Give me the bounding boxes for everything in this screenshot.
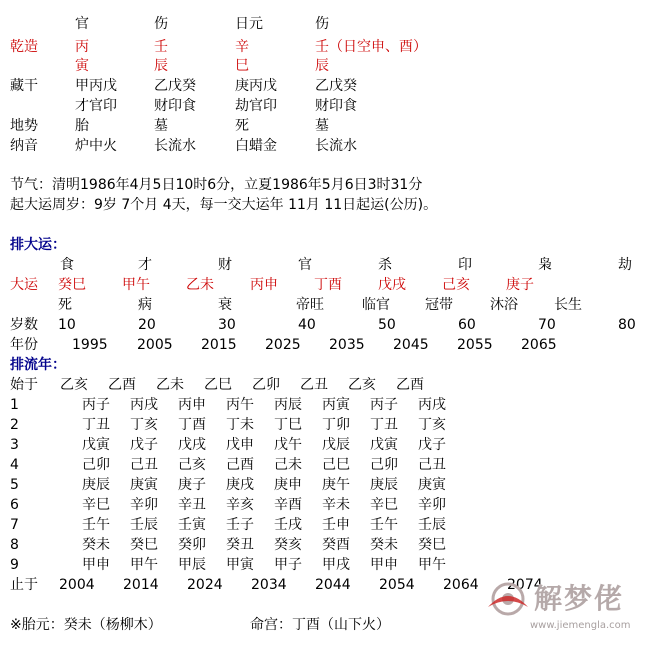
liunian-cell: 己丑 <box>418 457 446 473</box>
dayun-state: 死 <box>58 297 72 313</box>
dayun-pillar: 庚子 <box>506 277 534 293</box>
liunian-row-number: 1 <box>10 397 19 413</box>
dayun-god: 劫 <box>618 257 632 273</box>
liunian-end: 2064 <box>443 577 479 593</box>
dayun-pillar: 丙申 <box>250 277 278 293</box>
dayun-year: 2015 <box>201 337 237 353</box>
dayun-state: 长生 <box>554 297 582 313</box>
hidden-gods-hour: 财印食 <box>315 98 357 114</box>
liunian-cell: 癸巳 <box>130 537 158 553</box>
stem-year: 丙 <box>75 39 89 55</box>
liunian-end: 2054 <box>379 577 415 593</box>
dayun-god: 印 <box>458 257 472 273</box>
liunian-cell: 丙辰 <box>274 397 302 413</box>
liunian-row-number: 8 <box>10 537 19 553</box>
liunian-cell: 癸未 <box>370 537 398 553</box>
liunian-cell: 壬午 <box>370 517 398 533</box>
liunian-row-number: 6 <box>10 497 19 513</box>
liunian-start: 乙亥 <box>348 377 376 393</box>
hidden-gods-month: 财印食 <box>154 98 196 114</box>
liunian-end: 2074 <box>507 577 543 593</box>
branch-hour: 辰 <box>315 58 329 74</box>
dayun-pillar: 乙未 <box>186 277 214 293</box>
liunian-cell: 辛巳 <box>82 497 110 513</box>
end-label: 止于 <box>10 577 38 593</box>
liunian-end: 2014 <box>123 577 159 593</box>
dayun-state: 临官 <box>362 297 390 313</box>
jieqi-line: 节气：清明1986年4月5日10时6分，立夏1986年5月6日3时31分 <box>10 177 423 193</box>
liunian-cell: 己巳 <box>322 457 350 473</box>
dayun-pillar: 丁酉 <box>314 277 342 293</box>
nayin-hour: 长流水 <box>315 138 357 154</box>
dayun-age: 40 <box>298 317 316 333</box>
liunian-cell: 丁亥 <box>418 417 446 433</box>
liunian-end: 2024 <box>187 577 223 593</box>
dayun-year: 2065 <box>521 337 557 353</box>
dayun-age: 50 <box>378 317 396 333</box>
liunian-cell: 壬戌 <box>274 517 302 533</box>
dayun-age: 70 <box>538 317 556 333</box>
liunian-cell: 丙子 <box>370 397 398 413</box>
dayun-state: 衰 <box>218 297 232 313</box>
liunian-cell: 丁丑 <box>82 417 110 433</box>
hidden-stems-hour: 乙戊癸 <box>315 78 357 94</box>
liunian-cell: 辛未 <box>322 497 350 513</box>
pillar-god-month: 伤 <box>154 16 168 32</box>
liunian-row-number: 4 <box>10 457 19 473</box>
hidden-stems-month: 乙戊癸 <box>154 78 196 94</box>
dayun-pillar: 己亥 <box>442 277 470 293</box>
liunian-heading: 排流年： <box>10 357 66 373</box>
minggong-text: 命宫：丁酉（山下火） <box>250 617 390 633</box>
liunian-cell: 甲戌 <box>322 557 350 573</box>
pillar-god-year: 官 <box>75 16 89 32</box>
dayun-year: 2055 <box>457 337 493 353</box>
dayun-year: 2025 <box>265 337 301 353</box>
liunian-end: 2044 <box>315 577 351 593</box>
liunian-end: 2034 <box>251 577 287 593</box>
liunian-cell: 丙戌 <box>130 397 158 413</box>
liunian-cell: 庚辰 <box>370 477 398 493</box>
liunian-row-number: 3 <box>10 437 19 453</box>
dayun-age: 20 <box>138 317 156 333</box>
dayun-state: 沐浴 <box>490 297 518 313</box>
liunian-cell: 丙申 <box>178 397 206 413</box>
liunian-row-number: 5 <box>10 477 19 493</box>
dishi-hour: 墓 <box>315 118 329 134</box>
dayun-heading: 排大运： <box>10 237 66 253</box>
liunian-cell: 庚辰 <box>82 477 110 493</box>
taiyuan-text: ※胎元：癸未（杨柳木） <box>10 617 162 633</box>
liunian-cell: 丁巳 <box>274 417 302 433</box>
dayun-year: 2005 <box>137 337 173 353</box>
liunian-cell: 辛卯 <box>418 497 446 513</box>
dayun-age: 80 <box>618 317 636 333</box>
liunian-cell: 己酉 <box>226 457 254 473</box>
liunian-cell: 癸丑 <box>226 537 254 553</box>
hidden-gods-day: 劫官印 <box>235 98 277 114</box>
liunian-cell: 壬申 <box>322 517 350 533</box>
liunian-cell: 己丑 <box>130 457 158 473</box>
pillar-god-hour: 伤 <box>315 16 329 32</box>
liunian-cell: 甲午 <box>418 557 446 573</box>
liunian-cell: 辛丑 <box>178 497 206 513</box>
liunian-cell: 癸巳 <box>418 537 446 553</box>
watermark-url: www.jiemengla.com <box>530 620 631 631</box>
dayun-god: 食 <box>60 257 74 273</box>
liunian-cell: 己未 <box>274 457 302 473</box>
dishi-label: 地势 <box>10 118 38 134</box>
watermark-brand: 解梦佬 <box>534 582 625 615</box>
liunian-cell: 戊戌 <box>178 437 206 453</box>
liunian-cell: 庚申 <box>274 477 302 493</box>
dayun-state: 冠带 <box>425 297 453 313</box>
liunian-cell: 甲寅 <box>226 557 254 573</box>
liunian-cell: 戊子 <box>130 437 158 453</box>
watermark-logo <box>482 577 653 642</box>
liunian-end: 2004 <box>59 577 95 593</box>
liunian-cell: 壬午 <box>82 517 110 533</box>
dayun-god: 杀 <box>378 257 392 273</box>
liunian-cell: 戊寅 <box>82 437 110 453</box>
liunian-cell: 甲申 <box>82 557 110 573</box>
liunian-cell: 戊子 <box>418 437 446 453</box>
dayun-state: 病 <box>138 297 152 313</box>
dayun-pillar: 癸巳 <box>58 277 86 293</box>
liunian-cell: 壬辰 <box>130 517 158 533</box>
start-label: 始于 <box>10 377 38 393</box>
liunian-cell: 己亥 <box>178 457 206 473</box>
liunian-cell: 辛亥 <box>226 497 254 513</box>
liunian-cell: 辛巳 <box>370 497 398 513</box>
dishi-month: 墓 <box>154 118 168 134</box>
hidden-stems-year: 甲丙戊 <box>75 78 117 94</box>
liunian-row-number: 2 <box>10 417 19 433</box>
dayun-pillar: 戊戌 <box>378 277 406 293</box>
liunian-cell: 甲辰 <box>178 557 206 573</box>
stem-hour: 壬（日空申、酉） <box>315 39 427 55</box>
dayun-god: 财 <box>218 257 232 273</box>
liunian-cell: 癸酉 <box>322 537 350 553</box>
pillar-god-day: 日元 <box>235 16 263 32</box>
liunian-row-number: 9 <box>10 557 19 573</box>
dayun-pillar: 甲午 <box>122 277 150 293</box>
liunian-cell: 庚戌 <box>226 477 254 493</box>
liunian-cell: 己卯 <box>82 457 110 473</box>
age-label: 岁数 <box>10 317 38 333</box>
liunian-cell: 壬子 <box>226 517 254 533</box>
liunian-cell: 庚寅 <box>130 477 158 493</box>
dishi-year: 胎 <box>75 118 89 134</box>
hidden-stems-day: 庚丙戊 <box>235 78 277 94</box>
liunian-cell: 庚午 <box>322 477 350 493</box>
liunian-cell: 丙午 <box>226 397 254 413</box>
branch-month: 辰 <box>154 58 168 74</box>
qianzao-label: 乾造 <box>10 39 38 55</box>
liunian-cell: 癸亥 <box>274 537 302 553</box>
liunian-start: 乙亥 <box>60 377 88 393</box>
liunian-cell: 戊午 <box>274 437 302 453</box>
liunian-cell: 己卯 <box>370 457 398 473</box>
branch-year: 寅 <box>75 58 89 74</box>
year-label: 年份 <box>10 337 38 353</box>
stem-day: 辛 <box>235 39 249 55</box>
liunian-cell: 辛卯 <box>130 497 158 513</box>
hidden-gods-year: 才官印 <box>75 98 117 114</box>
liunian-cell: 戊申 <box>226 437 254 453</box>
liunian-cell: 丁卯 <box>322 417 350 433</box>
liunian-cell: 甲子 <box>274 557 302 573</box>
liunian-cell: 丙寅 <box>322 397 350 413</box>
branch-day: 巳 <box>235 58 249 74</box>
liunian-cell: 戊辰 <box>322 437 350 453</box>
liunian-start: 乙未 <box>156 377 184 393</box>
nayin-day: 白蜡金 <box>235 138 277 154</box>
liunian-start: 乙酉 <box>108 377 136 393</box>
nayin-year: 炉中火 <box>75 138 117 154</box>
liunian-start: 乙卯 <box>252 377 280 393</box>
canggan-label: 藏干 <box>10 78 38 94</box>
dayun-god: 才 <box>138 257 152 273</box>
dayun-year: 1995 <box>72 337 108 353</box>
nayin-month: 长流水 <box>154 138 196 154</box>
dayun-state: 帝旺 <box>296 297 324 313</box>
stem-month: 壬 <box>154 39 168 55</box>
liunian-cell: 庚寅 <box>418 477 446 493</box>
dayun-age: 10 <box>58 317 76 333</box>
dayun-god: 官 <box>298 257 312 273</box>
liunian-cell: 癸未 <box>82 537 110 553</box>
liunian-cell: 庚子 <box>178 477 206 493</box>
liunian-cell: 甲申 <box>370 557 398 573</box>
liunian-cell: 丁未 <box>226 417 254 433</box>
liunian-cell: 丙子 <box>82 397 110 413</box>
dayun-age: 60 <box>458 317 476 333</box>
liunian-start: 乙丑 <box>300 377 328 393</box>
liunian-cell: 壬辰 <box>418 517 446 533</box>
dayun-age: 30 <box>218 317 236 333</box>
nayin-label: 纳音 <box>10 138 38 154</box>
liunian-cell: 丙戌 <box>418 397 446 413</box>
dayun-year: 2035 <box>329 337 365 353</box>
dishi-day: 死 <box>235 118 249 134</box>
dayun-god: 枭 <box>538 257 552 273</box>
liunian-cell: 癸卯 <box>178 537 206 553</box>
liunian-row-number: 7 <box>10 517 19 533</box>
dayun-year: 2045 <box>393 337 429 353</box>
liunian-start: 乙酉 <box>396 377 424 393</box>
dayun-label: 大运 <box>10 277 38 293</box>
liunian-start: 乙巳 <box>204 377 232 393</box>
qiyun-line: 起大运周岁：9岁 7个月 4天，每一交大运年 11月 11日起运(公历)。 <box>10 197 438 213</box>
liunian-cell: 辛酉 <box>274 497 302 513</box>
liunian-cell: 丁酉 <box>178 417 206 433</box>
liunian-cell: 丁亥 <box>130 417 158 433</box>
liunian-cell: 壬寅 <box>178 517 206 533</box>
liunian-cell: 甲午 <box>130 557 158 573</box>
liunian-cell: 戊寅 <box>370 437 398 453</box>
liunian-cell: 丁丑 <box>370 417 398 433</box>
